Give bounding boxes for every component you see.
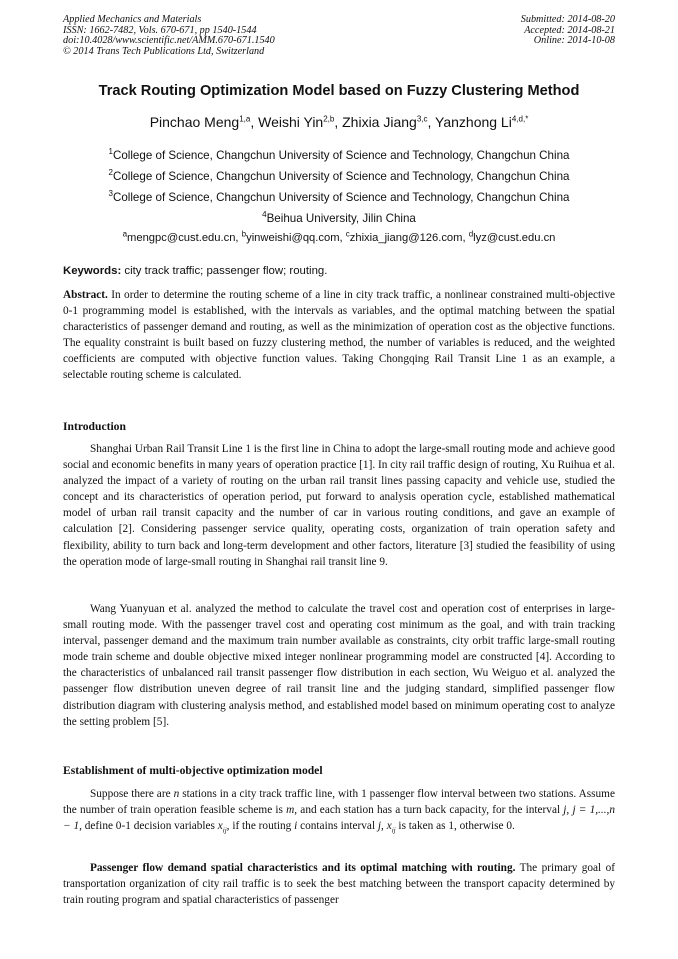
- email-sup: d: [468, 229, 474, 239]
- doi-line: doi:10.4028/www.scientific.net/AMM.670-671.1540: [63, 35, 275, 47]
- affiliation-text: Beihua University, Jilin China: [266, 212, 416, 225]
- affiliation-text: College of Science, Changchun University of Science and Technology, Changchun China: [112, 170, 570, 183]
- affiliation-text: College of Science, Changchun University of Science and Technology, Changchun China: [112, 191, 570, 204]
- author-name: Pinchao Meng: [149, 114, 240, 130]
- math-var-i: i: [294, 820, 298, 833]
- paper-title: Track Routing Optimization Model based on Fuzzy Clustering Method: [98, 83, 580, 99]
- author-name: Zhixia Jiang: [342, 114, 417, 130]
- affiliation: [0, 191, 678, 204]
- email-link[interactable]: yinweishi@qq.com,: [246, 232, 346, 244]
- email-sup: c: [345, 229, 350, 239]
- email-sup: b: [241, 229, 247, 239]
- affiliation-sup: 4: [262, 210, 267, 220]
- abstract-paragraph: [63, 287, 615, 384]
- math-subscript: ij: [391, 826, 396, 835]
- online-date: Online: 2014-10-08: [533, 35, 615, 47]
- establishment-paragraph-2: [63, 860, 615, 908]
- text-run: is taken as 1, otherwise 0.: [395, 820, 515, 833]
- math-var-x: x: [386, 820, 392, 833]
- affiliation: [0, 212, 678, 225]
- introduction-heading: Introduction: [63, 420, 126, 433]
- text-run: ,: [381, 820, 387, 833]
- author-name: Weishi Yin: [258, 114, 324, 130]
- author-sup: 1,a: [239, 114, 251, 124]
- math-var-n: n: [173, 788, 180, 800]
- submitted-date: Submitted: 2014-08-20: [520, 14, 615, 25]
- affiliation-sup: 3: [108, 189, 113, 199]
- dates-header: [521, 15, 615, 47]
- keywords-text: city track traffic; passenger flow; routing.: [121, 265, 328, 277]
- abstract-text: In order to determine the routing scheme of a line in city track traffic, a nonlinear constrained multi-objective 0-1 programming model is established, with the intervals as variables, and the optimal matching between the spatial characteristics of passenger demand and routing, as well as the minimization of operation cost as the objective functions. The equality constraint is built based on fuzzy clustering method, the number of variables is reduced, and the weighted coefficients are computed with objective function values. Taking Chongqing Rail Transit Line 1 as an example, a selectable routing scheme is calculated.: [63, 289, 615, 382]
- affiliation-sup: 2: [108, 168, 113, 178]
- math-var-j: j: [377, 820, 382, 833]
- email-list: [0, 229, 678, 244]
- text-run: stations in a city track traffic line, with 1 passenger flow interval between two stations. Assume the number of train operation feasible scheme is: [63, 788, 615, 817]
- email-link[interactable]: lyz@cust.edu.cn: [473, 232, 556, 244]
- keywords: [63, 265, 327, 277]
- affiliation-sup: 1: [108, 147, 113, 157]
- affiliation: [0, 149, 678, 162]
- intro-paragraph-1: Shanghai Urban Rail Transit Line 1 is the first line in China to adopt the large-small routing mode and achieve good social and economic benefits in many years of operation practice [1]. In city rail traffic design of routing, Xu Ruihua et al. analyzed the impact of a variety of routing on the urban rail transit lines passing capacity and vehicle use, studied the concept and its characteristics of operation period, put forward to analysis operation cycle, established mathematical model of urban rail transit capacity and the number of car in various routing conditions, and gave an example of calculation [2]. Considering passenger service quality, operating costs, organization of train operation safety and flexibility, ability to turn back and long-term development and other factors, literature [3] studied the feasibility of using the operation mode of large-small routing in Shanghai rail transit line 9.: [63, 443, 616, 568]
- journal-name: Applied Mechanics and Materials: [63, 14, 202, 25]
- text-run: , and each station has a turn back capacity, for the interval: [294, 804, 564, 817]
- text-run: , define 0-1 decision variables: [79, 820, 218, 833]
- math-var-m: m: [286, 804, 295, 817]
- author-name: Yanzhong Li: [435, 114, 512, 130]
- author-sup: 2,b: [323, 114, 335, 124]
- math-interval: j, j = 1,...,n − 1: [63, 804, 616, 833]
- email-link[interactable]: zhixia_jiang@126.com,: [349, 232, 469, 244]
- establishment-paragraph-1: [63, 786, 615, 834]
- intro-paragraph-2: Wang Yuanyuan et al. analyzed the method to calculate the travel cost and operation cost of enterprises in large-small routing mode. With the passenger travel cost and operating cost minimum as the goal, and with train tracking interval, passenger demand and the maximum train number available as constraints, city orbit traffic large-small routing mode train scheme and double objective mixed integer nonlinear programming model are constructed [4]. According to the characteristics of unbalanced rail transit passenger flow distribution in each section, Wu Weiguo et al. analyzed the passenger flow distribution uneven degree of rail transit line and the judging standard, simplified passenger flow distribution diagram with clustering analysis method, and established model based on minimum operating cost to analyze the setting problem [5].: [63, 603, 615, 728]
- text-run: , if the routing: [226, 820, 295, 833]
- issn-line: ISSN: 1662-7482, Vols. 670-671, pp 1540-1544: [63, 24, 257, 36]
- author-sup: 3,c: [416, 114, 428, 124]
- affiliation: [0, 170, 678, 183]
- copyright-line: © 2014 Trans Tech Publications Ltd, Switzerland: [63, 45, 265, 57]
- affiliation-text: College of Science, Changchun University of Science and Technology, Changchun China: [112, 149, 570, 162]
- keywords-label: Keywords:: [63, 265, 122, 277]
- text-run: contains interval: [297, 820, 378, 833]
- author-list: Pinchao Meng$^{1,a}$, Weishi Yin$^{2,b}$, Zhixia Jiang$^{3,c}$, Yanzhong $Li^{4,d,*}$: [149, 114, 529, 130]
- abstract-label: Abstract.: [63, 289, 108, 301]
- accepted-date: Accepted: 2014-08-21: [524, 24, 615, 36]
- math-var-x: x: [217, 820, 223, 833]
- paragraph-lead: Passenger flow demand spatial characteristics and its optimal matching with routing.: [90, 862, 516, 874]
- establishment-heading: Establishment of multi-objective optimization model: [63, 764, 323, 777]
- email-link[interactable]: mengpc@cust.edu.cn,: [127, 232, 242, 244]
- author-sup: 4,d,*: [511, 114, 529, 124]
- journal-header: [63, 15, 275, 57]
- text-run: Suppose there are: [90, 788, 174, 800]
- math-subscript: ij: [222, 826, 227, 835]
- paragraph-text: The primary goal of transportation organization of city rail traffic is to seek the best matching between the transport capacity determined by train routing program and spatial characteristics of passenger: [63, 862, 615, 907]
- email-sup: a: [122, 229, 128, 239]
